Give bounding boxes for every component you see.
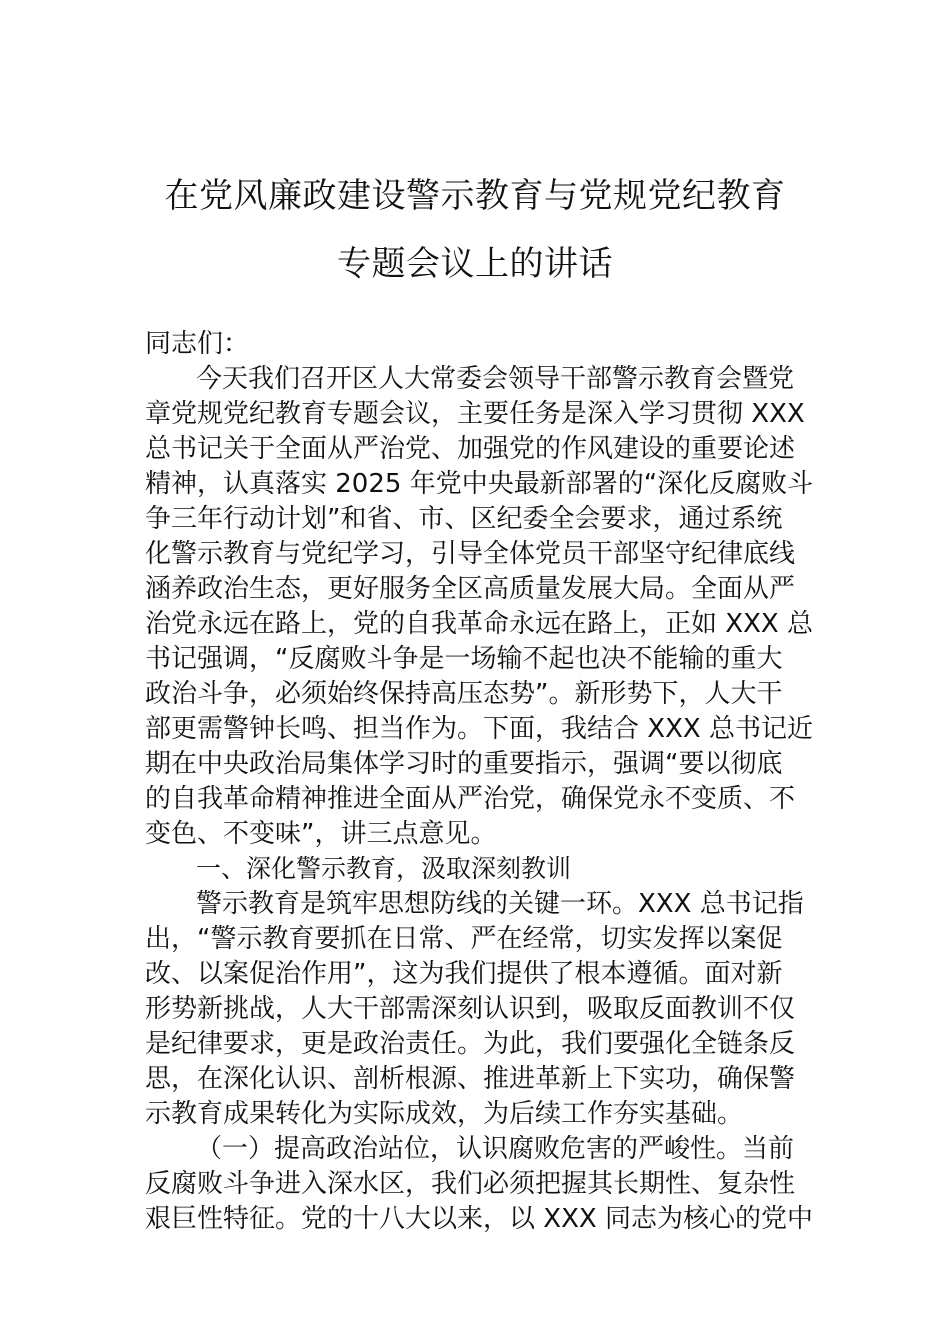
paragraph-line: 形势新挑战，人大干部需深刻认识到，吸取反面教训不仅 (145, 994, 796, 1024)
paragraph-line: 示教育成果转化为实际成效，为后续工作夯实基础。 (145, 1099, 744, 1129)
paragraph-line: 书记强调，“反腐败斗争是一场输不起也决不能输的重大 (145, 644, 783, 674)
document-title-line-2: 专题会议上的讲话 (337, 244, 613, 284)
paragraph-line: 总书记关于全面从严治党、加强党的作风建设的重要论述 (145, 434, 796, 464)
paragraph-line: 反腐败斗争进入深水区，我们必须把握其长期性、复杂性 (145, 1169, 796, 1199)
paragraph-line: 出，“警示教育要抓在日常、严在经常，切实发挥以案促 (145, 924, 783, 954)
paragraph-line: 思，在深化认识、剖析根源、推进革新上下实功，确保警 (145, 1064, 796, 1094)
paragraph-line: 治党永远在路上，党的自我革命永远在路上，正如 XXX 总 (145, 609, 813, 639)
paragraph-line: 的自我革命精神推进全面从严治党，确保党永不变质、不 (145, 784, 796, 814)
paragraph-line: （一）提高政治站位，认识腐败危害的严峻性。当前 (196, 1134, 795, 1164)
paragraph-line: 今天我们召开区人大常委会领导干部警示教育会暨党 (196, 364, 795, 394)
paragraph-line: 精神，认真落实 2025 年党中央最新部署的“深化反腐败斗 (145, 469, 814, 499)
paragraph-line: 化警示教育与党纪学习，引导全体党员干部坚守纪律底线 (145, 539, 796, 569)
document-title-line-1: 在党风廉政建设警示教育与党规党纪教育 (164, 176, 786, 216)
paragraph-line: 政治斗争，必须始终保持高压态势”。新形势下，人大干 (145, 679, 783, 709)
paragraph-line: 期在中央政治局集体学习时的重要指示，强调“要以彻底 (145, 749, 783, 779)
paragraph-line: 争三年行动计划”和省、市、区纪委全会要求，通过系统 (145, 504, 783, 534)
paragraph-line: 艰巨性特征。党的十八大以来，以 XXX 同志为核心的党中 (145, 1204, 813, 1234)
paragraph-line: 是纪律要求，更是政治责任。为此，我们要强化全链条反 (145, 1029, 796, 1059)
paragraph-line: 章党规党纪教育专题会议，主要任务是深入学习贯彻 XXX (145, 399, 805, 429)
paragraph-line: 部更需警钟长鸣、担当作为。下面，我结合 XXX 总书记近 (145, 714, 813, 744)
paragraph-line: 变色、不变味”，讲三点意见。 (145, 819, 497, 849)
paragraph-line: 涵养政治生态，更好服务全区高质量发展大局。全面从严 (145, 574, 796, 604)
paragraph-line: 警示教育是筑牢思想防线的关键一环。XXX 总书记指 (196, 889, 804, 919)
paragraph-line: 改、以案促治作用”，这为我们提供了根本遵循。面对新 (145, 959, 783, 989)
salutation: 同志们： (145, 329, 250, 359)
section-heading: 一、深化警示教育，汲取深刻教训 (196, 854, 572, 883)
